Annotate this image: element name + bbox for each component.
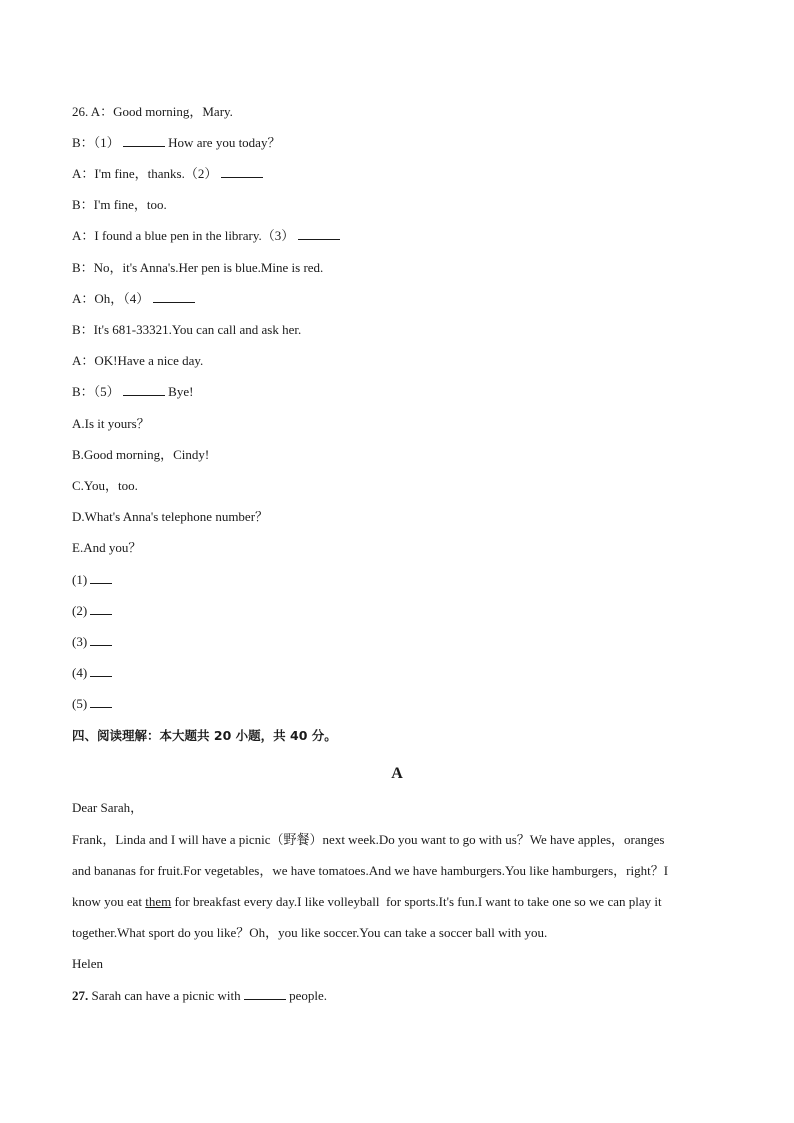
answer-blank[interactable] (123, 134, 165, 147)
answer-blank[interactable] (153, 290, 195, 303)
answer-slot-1 (72, 571, 112, 589)
option-b: B.Good morning，Cindy! (72, 447, 210, 462)
dialogue-line-3 (72, 196, 167, 214)
question-number: 27. (72, 988, 89, 1003)
heading-text: 四、阅读理解：本大题共 (72, 728, 210, 743)
dialogue-text: A：Oh，（4） (72, 291, 150, 306)
q26-header: 26. A：Good morning，Mary. (72, 104, 233, 119)
question-text: people. (285, 988, 327, 1003)
option-c: C.You，too. (72, 478, 138, 493)
dialogue-text: B：It's 681-33321.You can call and ask her. (72, 322, 302, 337)
answer-blank[interactable] (221, 165, 263, 178)
answer-label: (3) (72, 634, 88, 649)
dialogue-line-5 (72, 259, 323, 277)
dialogue-text: B：（5） (72, 384, 120, 399)
answer-slot-5 (72, 695, 112, 713)
dialogue-text: A：I'm fine，thanks.（2） (72, 166, 218, 181)
passage-text: know you eat (72, 894, 146, 909)
option-d: D.What's Anna's telephone number？ (72, 509, 269, 524)
dialogue-line-2 (72, 165, 263, 183)
underlined-word: them (145, 894, 172, 909)
dialogue-line-9 (72, 383, 193, 401)
passage-line: and bananas for fruit.For vegetables，we have tomatoes.And we have hamburgers.You like hamburgers，right？I (72, 863, 669, 878)
answer-slot-4 (72, 664, 112, 682)
passage-line (72, 893, 662, 911)
dialogue-text: Bye! (168, 384, 194, 399)
question-27 (72, 987, 327, 1005)
heading-text: 分。 (311, 728, 337, 743)
answer-blank[interactable] (123, 383, 165, 396)
answer-blank[interactable] (298, 227, 340, 240)
letter-salutation: Dear Sarah， (72, 800, 144, 815)
answer-blank[interactable] (90, 664, 112, 677)
question-text: Sarah can have a picnic with (88, 988, 244, 1003)
answer-blank[interactable] (90, 695, 112, 708)
option-e: E.And you？ (72, 540, 142, 555)
section-heading (72, 727, 337, 745)
dialogue-line-8 (72, 352, 203, 370)
passage-line: together.What sport do you like？Oh，you like soccer.You can take a soccer ball with you. (72, 925, 548, 940)
answer-label: (1) (72, 572, 88, 587)
answer-label: (5) (72, 696, 88, 711)
dialogue-text: A：OK!Have a nice day. (72, 353, 204, 368)
dialogue-text: How are you today？ (168, 135, 281, 150)
dialogue-line-4 (72, 227, 340, 245)
heading-text: 小题，共 (235, 728, 286, 743)
answer-label: (4) (72, 665, 88, 680)
passage-line: Frank，Linda and I will have a picnic（野餐）next week.Do you want to go with us？We have apples，oranges (72, 832, 665, 847)
answer-slot-3 (72, 633, 112, 651)
heading-number: 20 (213, 728, 232, 743)
answer-blank[interactable] (244, 987, 286, 1000)
dialogue-text: B：No，it's Anna's.Her pen is blue.Mine is red. (72, 260, 324, 275)
option-a: A.Is it yours？ (72, 416, 150, 431)
answer-slot-2 (72, 602, 112, 620)
dialogue-text: B：I'm fine，too. (72, 197, 167, 212)
dialogue-text: A：I found a blue pen in the library.（3） (72, 228, 295, 243)
dialogue-line-7 (72, 321, 301, 339)
answer-label: (2) (72, 603, 88, 618)
dialogue-text: B：（1） (72, 135, 120, 150)
passage-title: A (391, 765, 403, 782)
heading-number: 40 (290, 728, 308, 743)
dialogue-line-1 (72, 134, 280, 152)
dialogue-line-6 (72, 290, 195, 308)
answer-blank[interactable] (90, 633, 112, 646)
letter-signature: Helen (72, 956, 104, 971)
answer-blank[interactable] (90, 602, 112, 615)
passage-text: for breakfast every day.I like volleyball for sports.It's fun.I want to take one so we can play it (171, 894, 662, 909)
answer-blank[interactable] (90, 571, 112, 584)
